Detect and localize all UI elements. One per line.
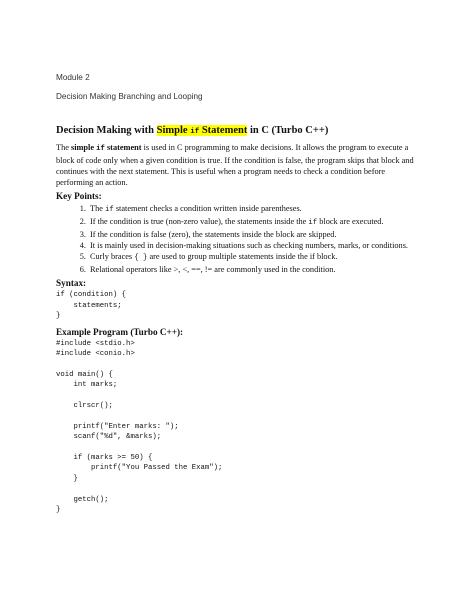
module-subtitle: Decision Making Branching and Looping [56, 92, 203, 101]
intro-paragraph [56, 142, 421, 188]
example-code-block: #include <stdio.h> #include <conio.h> void main() { int marks; clrscr(); printf("Enter marks: "); scanf("%d", &marks); if (marks >= 50) { printf("You Passed the Exam"); } getch(); } [56, 339, 223, 515]
example-heading: Example Program (Turbo C++): [56, 326, 184, 337]
title-text-start: Decision Making with [56, 125, 157, 136]
intro-rest: is used in C programming to make decisions. It allows the program to execute a block of code only when a given condition is true. If the condition is false, the program skips that block and continues with the next statement. This is useful when a program needs to check a condition before performing an action. [56, 143, 414, 188]
list-item: 5. Curly braces { } are used to group multiple statements inside the if block. [88, 251, 421, 264]
title-highlight [157, 125, 248, 136]
intro-bold-1: simple [70, 143, 97, 152]
intro-code: if [96, 145, 105, 153]
intro-start: The [56, 143, 71, 152]
inline-code: { } [134, 254, 148, 263]
title-text-end: in C (Turbo C++) [247, 125, 329, 136]
list-item: 3. If the condition is false (zero), the statements inside the block are skipped. [88, 229, 421, 240]
intro-bold-2: statement [104, 143, 142, 152]
module-label: Module 2 [56, 73, 90, 82]
list-item: 1. The if statement checks a condition written inside parentheses. [88, 203, 421, 216]
syntax-heading: Syntax: [56, 278, 87, 289]
key-points-heading: Key Points: [56, 191, 102, 202]
title-if-code: if [190, 128, 200, 136]
title-highlight-text-2: Statement [199, 125, 248, 136]
syntax-code-block: if (condition) { statements; } [56, 291, 127, 321]
list-item: 4. It is mainly used in decision-making situations such as checking numbers, marks, or conditions. [88, 240, 421, 251]
inline-code: if [308, 219, 318, 228]
list-item: 2. If the condition is true (non-zero value), the statements inside the if block are executed. [88, 216, 421, 229]
list-item: 6. Relational operators like >, <, ==, != are commonly used in the condition. [88, 264, 421, 275]
inline-code: if [104, 206, 114, 215]
section-title [56, 124, 421, 139]
title-highlight-text: Simple [156, 125, 191, 136]
key-points-list [56, 203, 421, 275]
document-body [56, 124, 421, 516]
